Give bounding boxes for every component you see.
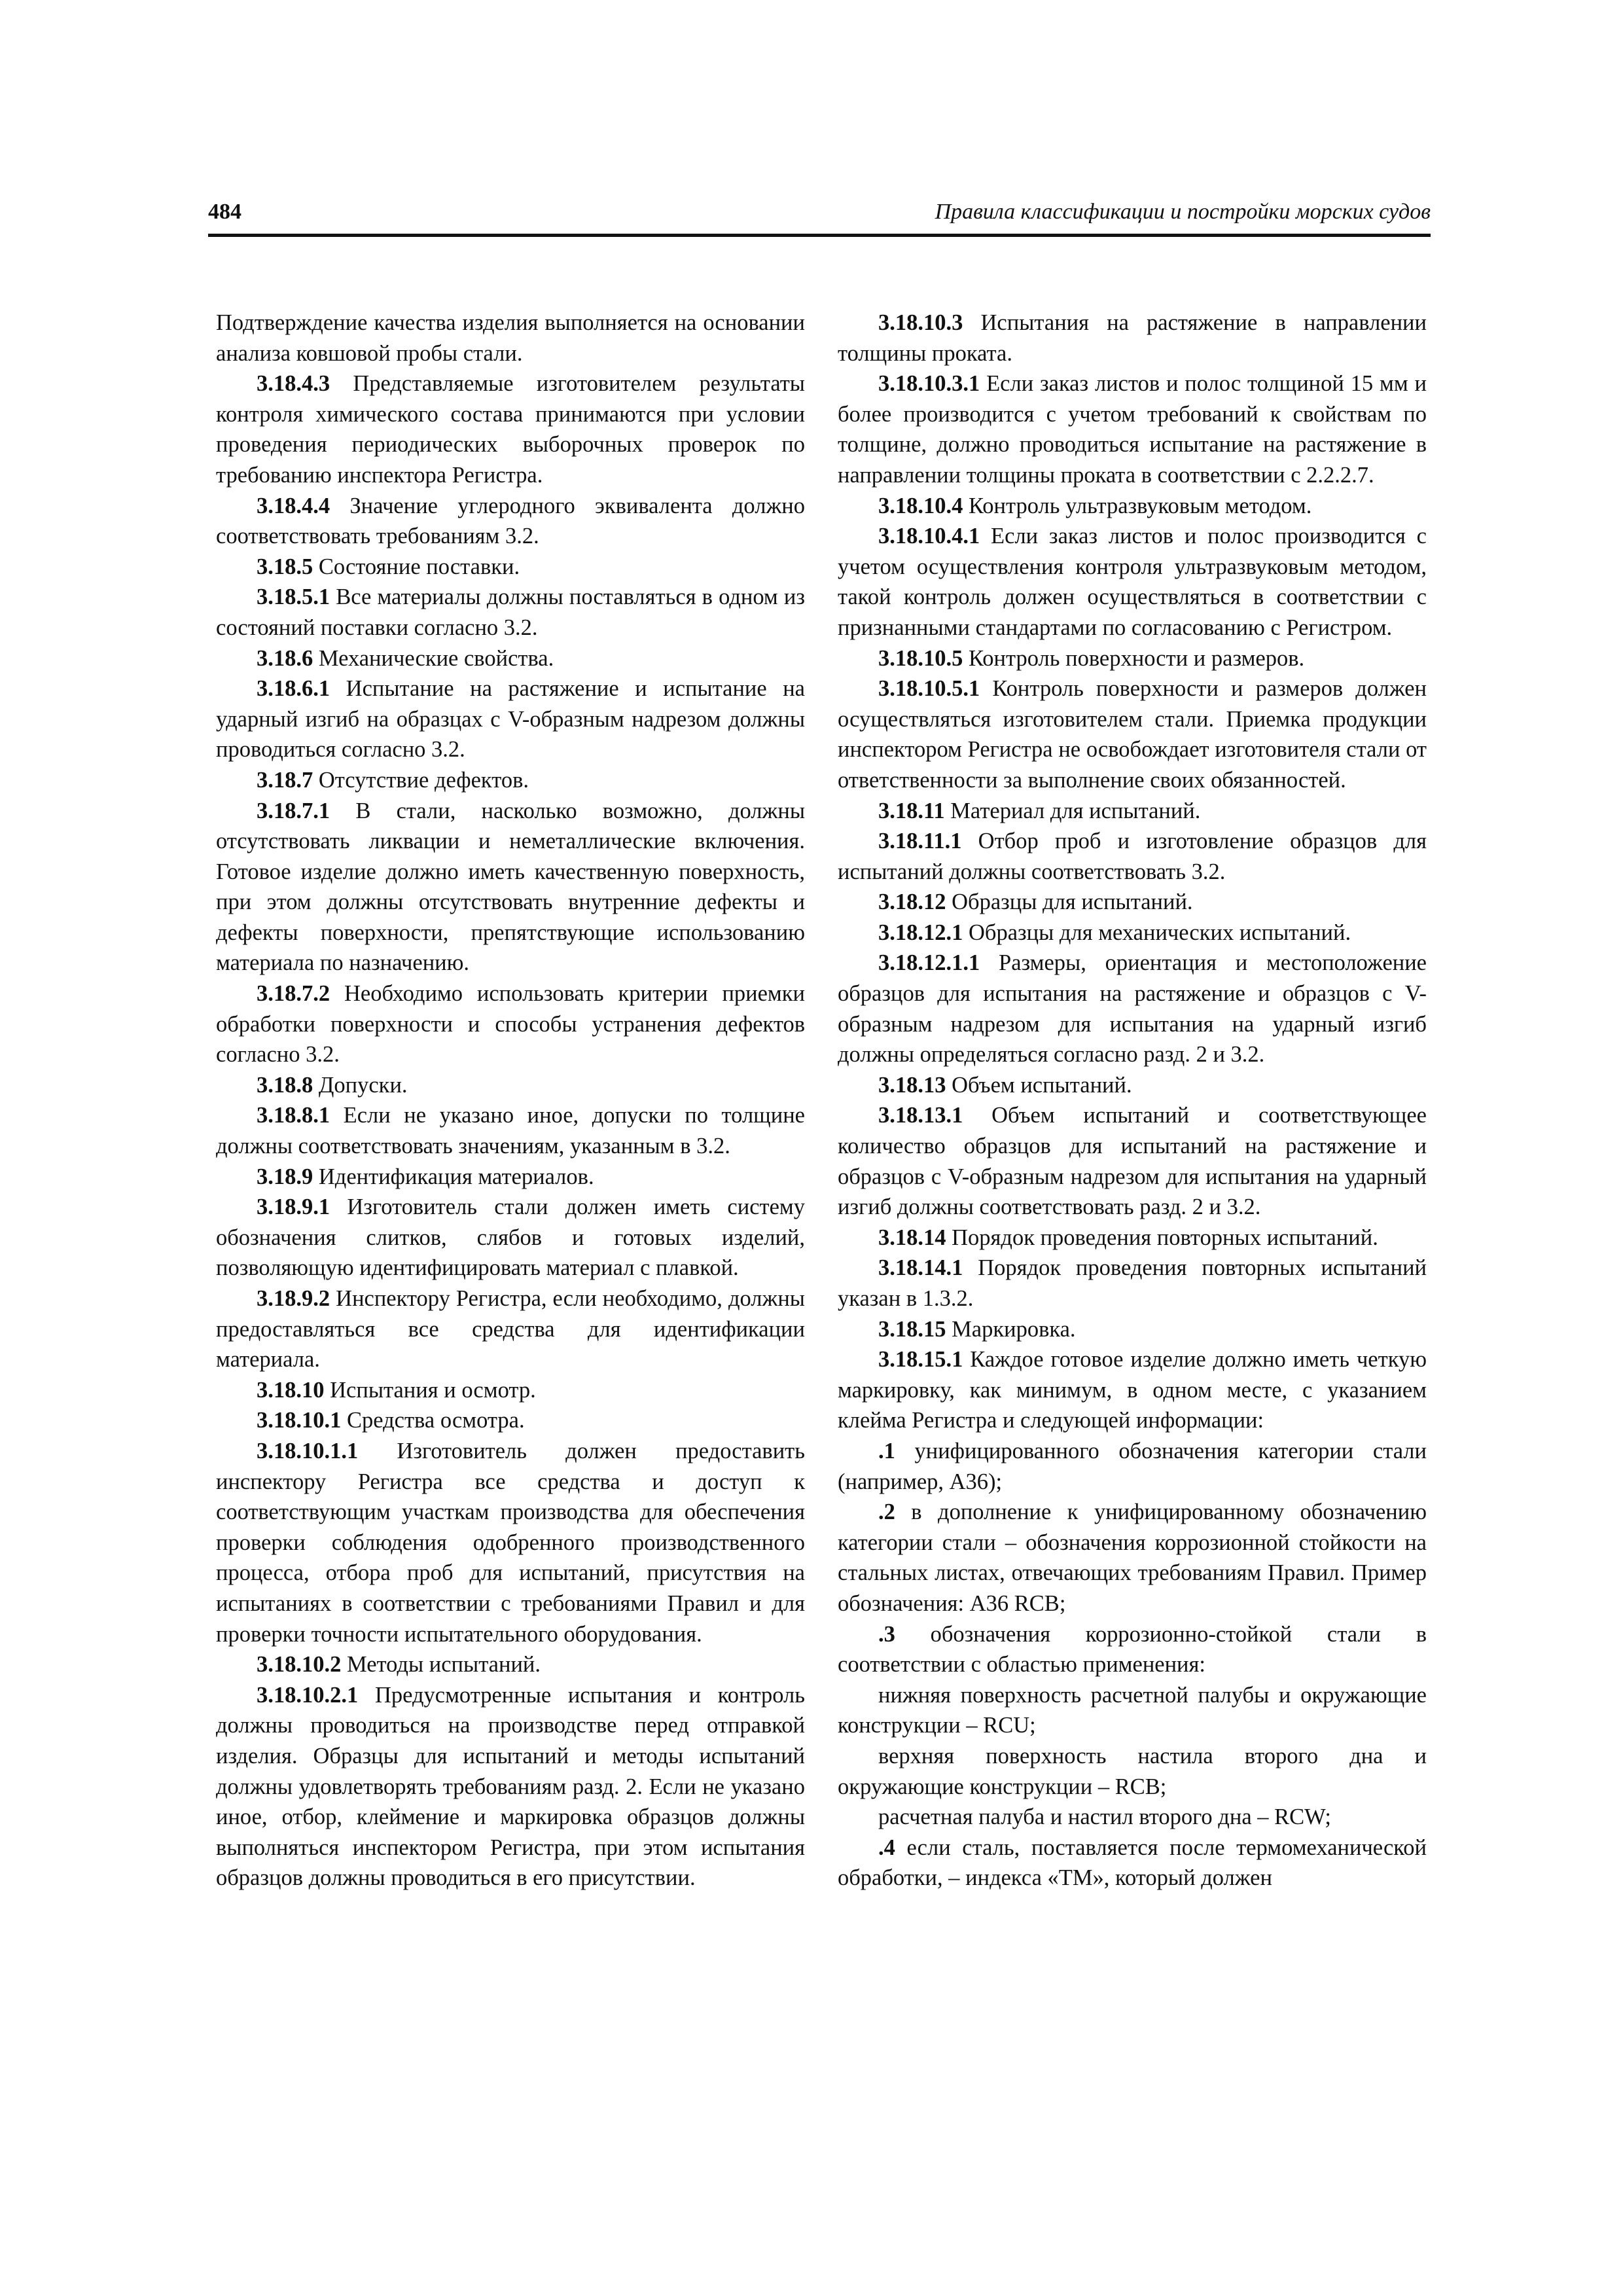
running-title: Правила классификации и постройки морских судов: [935, 200, 1431, 224]
clause-number: 3.18.14: [878, 1225, 946, 1250]
paragraph: [838, 1100, 1427, 1222]
paragraph: [216, 1070, 805, 1101]
paragraph: [216, 765, 805, 796]
paragraph-text: Контроль поверхности и размеров должен осуществляться изготовителем стали. Приемка продукции инспектором Регистра не освобождает изготовителя стали от ответственности за выполнение своих обязанностей.: [838, 676, 1427, 793]
paragraph-text: Методы испытаний.: [341, 1652, 541, 1677]
clause-number: 3.18.12.1: [878, 920, 963, 945]
clause-number: 3.18.10.2: [257, 1652, 342, 1677]
paragraph-text: Средства осмотра.: [341, 1408, 525, 1433]
clause-number: 3.18.15: [878, 1316, 946, 1342]
right-column: [838, 308, 1427, 1893]
paragraph-text: Контроль ультразвуковым методом.: [963, 493, 1312, 518]
paragraph-text: Порядок проведения повторных испытаний указан в 1.3.2.: [838, 1255, 1427, 1311]
paragraph-text: расчетная палуба и настил второго дна – RCW;: [878, 1804, 1332, 1830]
paragraph-text: Если заказ листов и полос производится с учетом осуществления контроля ультразвуковым методом, такой контроль должен осуществляться в соответствии с признанными стандартами по согласованию с Регистром.: [838, 524, 1427, 640]
paragraph-text: Изготовитель стали должен иметь систему обозначения слитков, слябов и готовых изделий, позволяющую идентифицировать материал с плавкой.: [216, 1194, 805, 1281]
paragraph: [838, 796, 1427, 827]
paragraph: [216, 1405, 805, 1436]
paragraph-text: В стали, насколько возможно, должны отсутствовать ликвации и неметаллические включения. Готовое изделие должно иметь качественную поверхность, при этом должны отсутствовать внутренние дефекты и дефекты поверхности, препятствующие использованию материала по назначению.: [216, 798, 805, 976]
paragraph: [838, 1070, 1427, 1101]
clause-number: 3.18.11: [878, 798, 945, 823]
clause-number: 3.18.13: [878, 1072, 946, 1098]
clause-number: 3.18.11.1: [878, 829, 962, 854]
paragraph: [216, 643, 805, 674]
paragraph: [838, 643, 1427, 674]
paragraph-text: в дополнение к унифицированному обозначению категории стали – обозначения коррозионной стойкости на стальных листах, отвечающих требованиям Правил. Пример обозначения: A36 RCB;: [838, 1499, 1427, 1616]
clause-number: .1: [878, 1438, 895, 1463]
paragraph: [838, 521, 1427, 643]
paragraph: [838, 673, 1427, 795]
paragraph-text: Если не указано иное, допуски по толщине должны соответствовать значениям, указанным в 3.2.: [216, 1103, 805, 1159]
clause-number: 3.18.7.1: [257, 798, 330, 823]
paragraph-text: Отбор проб и изготовление образцов для испытаний должны соответствовать 3.2.: [838, 829, 1427, 884]
clause-number: 3.18.10: [257, 1377, 325, 1403]
paragraph-text: Образцы для испытаний.: [946, 889, 1193, 915]
paragraph: [216, 796, 805, 979]
clause-number: .4: [878, 1835, 895, 1860]
page-header: [208, 200, 1431, 237]
paragraph: [216, 1162, 805, 1193]
clause-number: 3.18.12: [878, 889, 946, 915]
clause-number: 3.18.6: [257, 645, 313, 671]
paragraph: [838, 491, 1427, 522]
paragraph: [838, 887, 1427, 918]
clause-number: 3.18.5: [257, 554, 313, 579]
paragraph: [838, 1497, 1427, 1619]
clause-number: 3.18.7.2: [257, 981, 330, 1007]
paragraph-text: верхняя поверхность настила второго дна и окружающие конструкции – RCB;: [838, 1743, 1427, 1799]
clause-number: 3.18.10.5: [878, 645, 963, 671]
paragraph-text: Образцы для механических испытаний.: [963, 920, 1351, 945]
paragraph: [838, 918, 1427, 948]
paragraph-text: Испытание на растяжение и испытание на ударный изгиб на образцах с V-образным надрезом должны проводиться согласно 3.2.: [216, 676, 805, 762]
paragraph: [216, 1283, 805, 1375]
paragraph: [838, 1680, 1427, 1741]
paragraph-text: Изготовитель должен предоставить инспектору Регистра все средства и доступ к соответствующим участкам производства для обеспечения проверки соблюдения одобренного производственного процесса, отбора проб для испытаний, присутствия на испытаниях в соответствии с требованиями Правил и для проверки точности испытательного оборудования.: [216, 1438, 805, 1647]
clause-number: 3.18.4.3: [257, 371, 330, 397]
clause-number: 3.18.13.1: [878, 1103, 963, 1128]
paragraph-text: Испытания на растяжение в направлении толщины проката.: [838, 310, 1427, 366]
clause-number: 3.18.8.1: [257, 1103, 330, 1128]
paragraph-text: если сталь, поставляется после термомеханической обработки, – индекса «TM», который должен: [838, 1835, 1427, 1891]
left-column: [216, 308, 805, 1893]
paragraph-text: Представляемые изготовителем результаты контроля химического состава принимаются при условии проведения периодических выборочных проверок по требованию инспектора Регистра.: [216, 371, 805, 488]
clause-number: 3.18.7: [257, 767, 313, 793]
clause-number: 3.18.10.5.1: [878, 676, 980, 702]
paragraph-text: Необходимо использовать критерии приемки обработки поверхности и способы устранения дефектов согласно 3.2.: [216, 981, 805, 1067]
clause-number: 3.18.10.4: [878, 493, 963, 518]
paragraph: [838, 308, 1427, 368]
paragraph: [216, 1375, 805, 1406]
paragraph-text: нижняя поверхность расчетной палубы и окружающие конструкции – RCU;: [838, 1682, 1427, 1738]
paragraph: [216, 1436, 805, 1649]
paragraph-text: Значение углеродного эквивалента должно соответствовать требованиям 3.2.: [216, 493, 805, 549]
paragraph-text: Объем испытаний.: [946, 1072, 1132, 1098]
paragraph: [838, 1253, 1427, 1314]
clause-number: 3.18.10.2.1: [257, 1682, 359, 1708]
paragraph-text: Механические свойства.: [313, 645, 554, 671]
clause-number: 3.18.9.1: [257, 1194, 330, 1220]
paragraph: [838, 1741, 1427, 1802]
paragraph-text: Размеры, ориентация и местоположение образцов для испытания на растяжение и образцов с V-образным надрезом для испытания на ударный изгиб должны определяться согласно разд. 2 и 3.2.: [838, 950, 1427, 1067]
paragraph: [838, 368, 1427, 490]
clause-number: 3.18.14.1: [878, 1255, 963, 1281]
paragraph: [216, 308, 805, 368]
paragraph-text: унифицированного обозначения категории стали (например, A36);: [838, 1438, 1427, 1494]
clause-number: 3.18.10.1: [257, 1408, 342, 1433]
paragraph: [838, 1223, 1427, 1253]
paragraph: [216, 1649, 805, 1680]
page-number: 484: [208, 200, 241, 224]
paragraph-text: Отсутствие дефектов.: [313, 767, 529, 793]
paragraph-text: Порядок проведения повторных испытаний.: [946, 1225, 1378, 1250]
paragraph: [838, 826, 1427, 887]
clause-number: 3.18.12.1.1: [878, 950, 980, 976]
clause-number: .3: [878, 1621, 895, 1647]
paragraph: [838, 1802, 1427, 1833]
paragraph-text: обозначения коррозионно-стойкой стали в соответствии с областью применения:: [838, 1621, 1427, 1677]
paragraph-text: Если заказ листов и полос толщиной 15 мм и более производится с учетом требований к свойствам по толщине, должно проводиться испытание на растяжение в направлении толщины проката в соответствии с 2.2.2.7.: [838, 371, 1427, 488]
paragraph-text: Маркировка.: [946, 1316, 1076, 1342]
paragraph: [216, 673, 805, 765]
paragraph: [838, 1314, 1427, 1345]
paragraph-text: Подтверждение качества изделия выполняется на основании анализа ковшовой пробы стали.: [216, 310, 805, 366]
paragraph: [216, 582, 805, 643]
paragraph-text: Состояние поставки.: [313, 554, 520, 579]
paragraph: [838, 1344, 1427, 1436]
paragraph-text: Предусмотренные испытания и контроль должны проводиться на производстве перед отправкой изделия. Образцы для испытаний и методы испытаний должны удовлетворять требованиям разд. 2. Если не указано иное, отбор, клеймение и маркировка образцов должны выполняться инспектором Регистра, при этом испытания образцов должны проводиться в его присутствии.: [216, 1682, 805, 1891]
paragraph-text: Каждое готовое изделие должно иметь четкую маркировку, как минимум, в одном месте, с указанием клейма Регистра и следующей информации:: [838, 1347, 1427, 1433]
paragraph: [838, 1436, 1427, 1497]
clause-number: 3.18.5.1: [257, 584, 330, 610]
clause-number: 3.18.9.2: [257, 1286, 330, 1311]
clause-number: 3.18.8: [257, 1072, 313, 1098]
paragraph-text: Контроль поверхности и размеров.: [963, 645, 1305, 671]
clause-number: 3.18.10.3: [878, 310, 963, 335]
clause-number: 3.18.6.1: [257, 676, 330, 702]
clause-number: 3.18.9: [257, 1164, 313, 1189]
paragraph-text: Допуски.: [313, 1072, 408, 1098]
paragraph: [216, 491, 805, 552]
clause-number: .2: [878, 1499, 895, 1525]
paragraph: [216, 978, 805, 1070]
paragraph: [216, 1680, 805, 1893]
clause-number: 3.18.10.1.1: [257, 1438, 359, 1463]
clause-number: 3.18.4.4: [257, 493, 330, 518]
paragraph: [838, 1833, 1427, 1893]
paragraph-text: Инспектору Регистра, если необходимо, должны предоставляться все средства для идентификации материала.: [216, 1286, 805, 1372]
paragraph: [216, 1192, 805, 1283]
paragraph: [838, 1619, 1427, 1680]
paragraph: [216, 552, 805, 583]
clause-number: 3.18.15.1: [878, 1347, 963, 1372]
paragraph-text: Материал для испытаний.: [944, 798, 1201, 823]
clause-number: 3.18.10.3.1: [878, 371, 980, 397]
paragraph-text: Идентификация материалов.: [313, 1164, 594, 1189]
paragraph: [838, 948, 1427, 1069]
paragraph: [216, 1100, 805, 1161]
clause-number: 3.18.10.4.1: [878, 524, 980, 549]
paragraph-text: Испытания и осмотр.: [324, 1377, 536, 1403]
paragraph-text: Все материалы должны поставляться в одном из состояний поставки согласно 3.2.: [216, 584, 805, 640]
paragraph-text: Объем испытаний и соответствующее количество образцов для испытаний на растяжение и образцов с V-образным надрезом для испытания на ударный изгиб должны соответствовать разд. 2 и 3.2.: [838, 1103, 1427, 1220]
paragraph: [216, 368, 805, 490]
